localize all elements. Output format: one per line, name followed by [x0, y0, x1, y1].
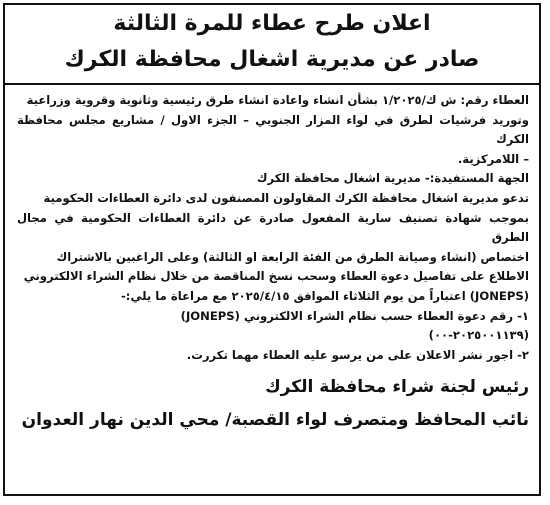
announcement-frame: [3, 3, 541, 496]
title-divider: [5, 83, 539, 85]
invitation-line-1: تدعو مديرية اشغال محافظة الكرك المقاولون المصنفون لدى دائرة العطاءات الحكومية: [43, 190, 529, 205]
issuer-title: صادر عن مديرية اشغال محافظة الكرك: [64, 47, 480, 72]
signature-block: [5, 371, 539, 437]
tender-line-2: وتوريد فرشيات لطرق في لواء المزار الجنوبي – الجزء الاول / مشاريع مجلس محافظة الكرك: [17, 112, 529, 147]
tender-number: (٢٠٢٥٠٠١١٣٩-٠٠): [428, 328, 529, 343]
tender-line-3: – اللامركزية.: [457, 151, 529, 166]
official-signature: نائب المحافظ ومتصرف لواء القصبة/ محي الدين نهار العدوان: [21, 410, 529, 431]
condition-item-2: ٢- اجور نشر الاعلان على من يرسو عليه العطاء مهما تكررت.: [186, 347, 529, 362]
tender-line-1: العطاء رقم: ش ك/١/٢٠٢٥ بشأن انشاء واعادة انشاء طرق رئيسية وثانوية وقروية وزراعية: [26, 93, 529, 107]
announcement-body: [5, 91, 539, 365]
committee-signature: رئيس لجنة شراء محافظة الكرك: [265, 377, 529, 398]
beneficiary-line: الجهة المستفيدة:- مديرية اشغال محافظة الكرك: [256, 171, 529, 186]
invitation-line-4: الاطلاع على تفاصيل دعوة العطاء وسحب نسخ المناقصة من خلال نظام الشراء الالكتروني: [23, 269, 529, 284]
invitation-line-5: (JONEPS) اعتباراً من يوم الثلاثاء الموافق ٢٠٢٥/٤/١٥ مع مراعاة ما يلي:-: [121, 288, 529, 303]
invitation-line-3: اختصاص (انشاء وصيانة الطرق من الفئة الرابعة او الثالثة) وعلى الراغبين بالاشتراك: [56, 249, 529, 264]
announcement-title: اعلان طرح عطاء للمرة الثالثة: [113, 11, 431, 36]
invitation-line-2: بموجب شهادة تصنيف سارية المفعول صادرة عن دائرة العطاءات الحكومية في مجال الطرق: [17, 210, 529, 245]
condition-item-1: ١- رقم دعوة العطاء حسب نظام الشراء الالكتروني (JONEPS): [180, 308, 529, 323]
